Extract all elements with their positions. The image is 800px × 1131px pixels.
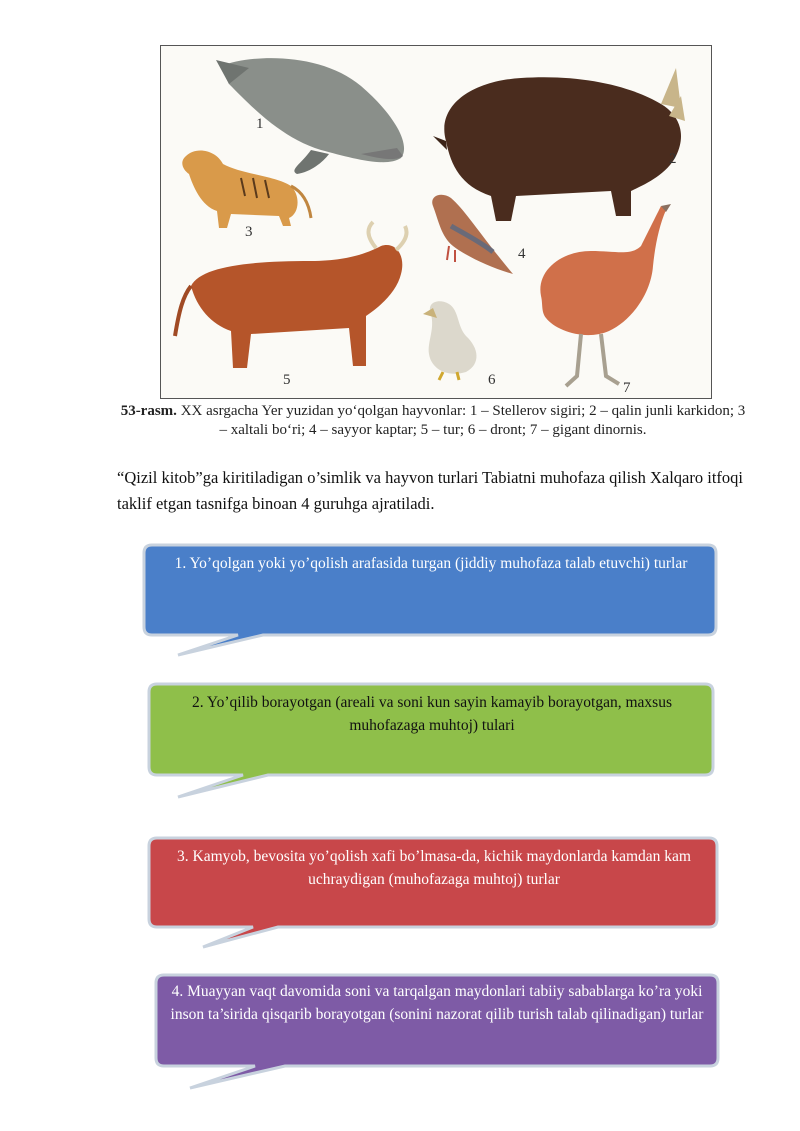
woolly-rhino-image — [433, 68, 685, 221]
category-3-text: 3. Kamyob, bevosita yo’qolish xafi bo’lmasa-da, kichik maydonlarda kamdan kam uchraydigan (muhofazaga muhtoj) turlar — [177, 848, 691, 888]
steller-sea-cow-image — [216, 58, 404, 174]
figure-number-5: 5 — [283, 372, 291, 388]
figure-extinct-animals — [160, 45, 712, 399]
figure-number-3: 3 — [245, 224, 253, 240]
figure-number-4: 4 — [518, 246, 526, 262]
dodo-image — [423, 301, 477, 380]
intro-paragraph: “Qizil kitob”ga kiritiladigan o’simlik va hayvon turlari Tabiatni muhofaza qilish Xalqaro itfoqi taklif etgan tasnifga binoan 4 guruhga ajratiladi. — [117, 468, 743, 513]
category-4-text: 4. Muayyan vaqt davomida soni va tarqalgan maydonlari tabiiy sabablarga ko’ra yoki inson ta’sirida qisqarib borayotgan (sonini nazorat qilib turish talab qilinadigan) turlar — [170, 983, 704, 1023]
figure-number-1: 1 — [256, 116, 264, 132]
caption-text: XX asrgacha Yer yuzidan yo‘qolgan hayvonlar: 1 – Stellerov sigiri; 2 – qalin junli karkidon; 3 – xaltali bo‘ri; 4 – sayyor kaptar; 5 – tur; 6 – dront; 7 – gigant dinornis. — [176, 403, 746, 438]
animals-illustration — [161, 46, 713, 400]
category-callout-1 — [138, 540, 724, 660]
thylacine-image — [182, 150, 311, 228]
category-2-text: 2. Yo’qilib borayotgan (areali va soni kun sayin kamayib borayotgan, maxsus muhofazaga muhtoj) tulari — [192, 694, 672, 734]
figure-caption — [118, 402, 748, 440]
category-1-text: 1. Yo’qolgan yoki yo’qolish arafasida turgan (jiddiy muhofaza talab etuvchi) turlar — [174, 555, 688, 572]
figure-number-7: 7 — [623, 380, 631, 396]
category-callout-2 — [143, 679, 719, 801]
category-callout-3 — [143, 833, 723, 953]
giant-moa-image — [540, 204, 671, 386]
aurochs-image — [175, 222, 407, 368]
figure-number-6: 6 — [488, 372, 496, 388]
caption-label: 53-rasm. — [120, 403, 177, 419]
category-callout-4 — [150, 970, 724, 1095]
figure-number-2: 2 — [669, 151, 677, 167]
